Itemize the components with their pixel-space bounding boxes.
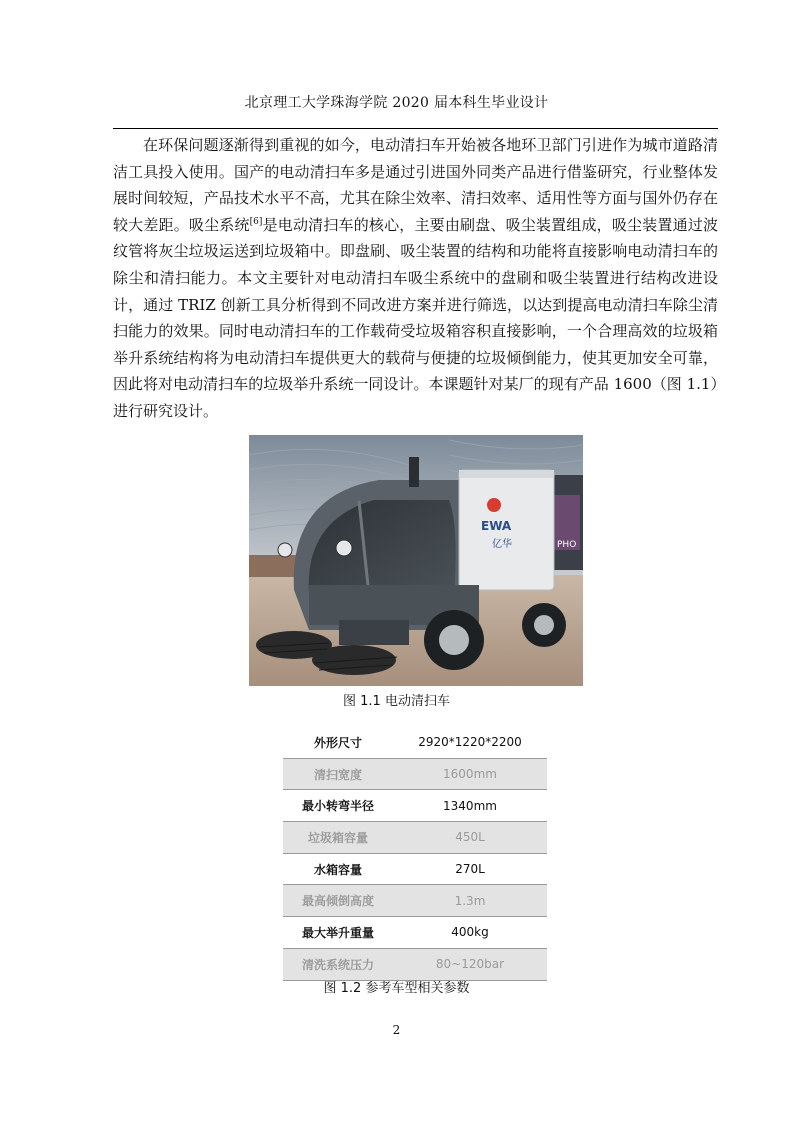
page-number: 2 (392, 1023, 401, 1037)
param-value-cell: 1.3m (393, 885, 547, 917)
param-name-cell: 外形尺寸 (283, 727, 393, 758)
param-name-cell: 最小转弯半径 (283, 790, 393, 822)
param-value-cell: 2920*1220*2200 (393, 727, 547, 758)
citation-superscript: [6] (249, 216, 263, 227)
brand-logo-cn: 亿华 (492, 539, 512, 550)
param-name-cell: 垃圾箱容量 (283, 822, 393, 854)
figure-sweeper-photo (249, 435, 583, 686)
param-name-cell: 水箱容量 (283, 853, 393, 885)
param-name-cell: 清扫宽度 (283, 758, 393, 790)
table-row (283, 758, 547, 790)
table-row (283, 917, 547, 949)
param-value-cell: 400kg (393, 917, 547, 949)
header-rule (113, 128, 718, 129)
spec-table-body (283, 727, 547, 980)
param-value-cell: 270L (393, 853, 547, 885)
table-row (283, 790, 547, 822)
paragraph-text-2: 是电动清扫车的核心，主要由刷盘、吸尘装置组成，吸尘装置通过波纹管将灰尘垃圾运送到垃圾箱中。即盘刷、吸尘装置的结构和功能将直接影响电动清扫车的除尘和清扫能力。本文主要针对电动清扫车吸尘系统中的盘刷和吸尘装置进行结构改进设计，通过 TRIZ 创新工具分析得到不同改进方案并进行筛选，以达到提高电动清扫车除尘清扫能力的效果。同时电动清扫车的工作载荷受垃圾箱容积直接影响，一个合理高效的垃圾箱举升系统结构将为电动清扫车提供更大的载荷与便捷的垃圾倾倒能力，使其更加安全可靠，因此将对电动清扫车的垃圾举升系统一同设计。本课题针对某厂的现有产品 1600（图 1.1）进行研究设计。 (113, 215, 718, 420)
body-paragraph (113, 132, 718, 425)
param-name-cell: 清洗系统压力 (283, 948, 393, 980)
param-value-cell: 450L (393, 822, 547, 854)
param-value-cell: 80~120bar (393, 948, 547, 980)
brand-logo: EWA (481, 519, 512, 533)
paragraph-text-1: 在环保问题逐渐得到重视的如今，电动清扫车开始被各地环卫部门引进作为城市道路清洁工具投入使用。国产的电动清扫车多是通过引进国外同类产品进行借鉴研究，行业整体发展时间较短，产品技术水平不高，尤其在除尘效率、清扫效率、适用性等方面与国外仍存在较大差距。吸尘系统 (113, 136, 718, 234)
spec-table (283, 727, 547, 981)
table-row (283, 885, 547, 917)
param-value-cell: 1340mm (393, 790, 547, 822)
page-header: 北京理工大学珠海学院 2020 届本科生毕业设计 (244, 95, 549, 111)
street-sweeper-illustration (249, 435, 583, 686)
figure-1-caption: 图 1.1 电动清扫车 (343, 694, 450, 709)
param-value-cell: 1600mm (393, 758, 547, 790)
table-row (283, 853, 547, 885)
table-row (283, 727, 547, 758)
storefront-sign: PHO (557, 540, 577, 550)
param-name-cell: 最大举升重量 (283, 917, 393, 949)
table-row (283, 948, 547, 980)
figure-2-caption: 图 1.2 参考车型相关参数 (323, 981, 470, 996)
table-row (283, 822, 547, 854)
param-name-cell: 最高倾倒高度 (283, 885, 393, 917)
